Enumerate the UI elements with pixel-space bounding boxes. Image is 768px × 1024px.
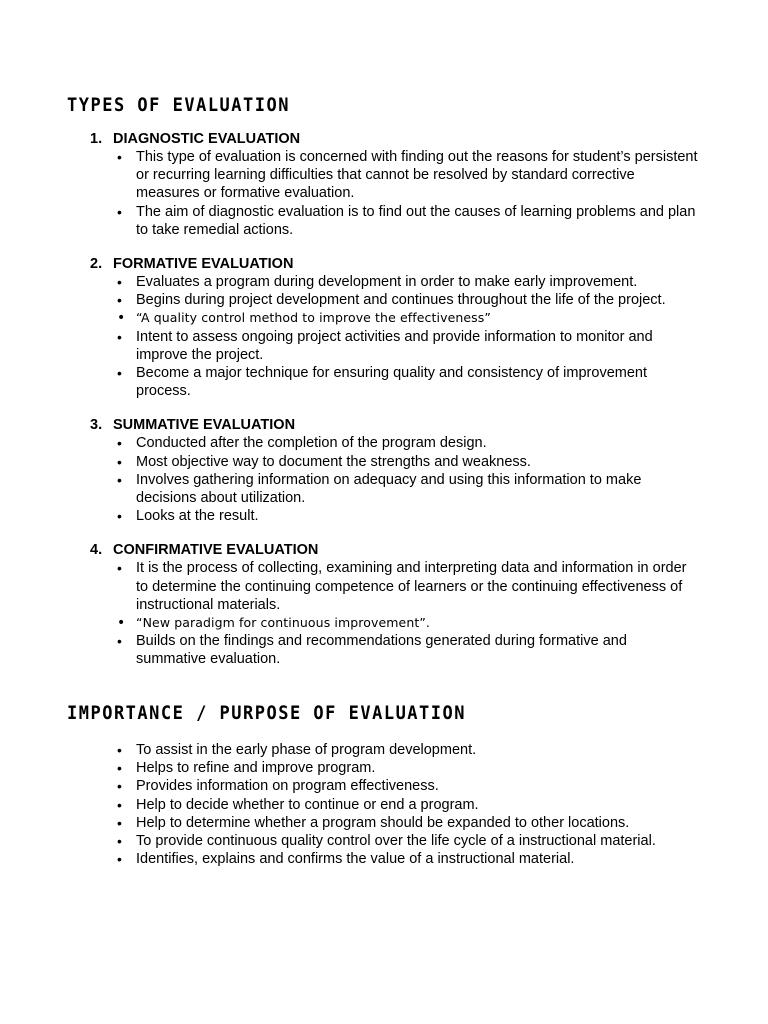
list-item: • Become a major technique for ensuring quality and consistency of improvement process. [117, 364, 700, 400]
section-number: 2. [90, 256, 103, 273]
list-item: • Builds on the findings and recommendations generated during formative and summative evaluation. [117, 632, 700, 668]
list-item: • Conducted after the completion of the program design. [117, 434, 700, 452]
list-item: • Provides information on program effectiveness. [117, 777, 727, 795]
heading-types-of-evaluation: TYPES OF EVALUATION [67, 94, 290, 117]
section-title [90, 130, 700, 148]
list-item: • To assist in the early phase of program development. [117, 741, 727, 759]
list-item: • Begins during project development and continues throughout the life of the project. [117, 291, 700, 309]
section-title [90, 541, 700, 559]
section-title-text: FORMATIVE EVALUATION [113, 256, 294, 273]
bullet-list [90, 559, 700, 668]
section-confirmative [90, 541, 700, 668]
list-item: • Helps to refine and improve program. [117, 759, 727, 777]
section-title-text: SUMMATIVE EVALUATION [113, 417, 296, 434]
list-item: • Evaluates a program during development in order to make early improvement. [117, 273, 700, 291]
list-item: • “New paradigm for continuous improvement”. [117, 614, 700, 632]
bullet-list [90, 434, 700, 525]
section-title [90, 416, 700, 434]
section-number: 1. [90, 131, 103, 147]
section-formative [90, 255, 700, 400]
heading-importance-purpose: IMPORTANCE / PURPOSE OF EVALUATION [67, 702, 466, 725]
evaluation-types-list [90, 130, 700, 685]
section-title-text: DIAGNOSTIC EVALUATION [113, 131, 301, 147]
bullet-list [90, 148, 700, 239]
section-summative [90, 416, 700, 525]
section-diagnostic [90, 130, 700, 239]
list-item: • Help to determine whether a program should be expanded to other locations. [117, 814, 727, 832]
list-item: • Intent to assess ongoing project activities and provide information to monitor and improve the project. [117, 328, 700, 364]
list-item: • Involves gathering information on adequacy and using this information to make decisions about utilization. [117, 471, 700, 507]
bullet-list [90, 273, 700, 400]
list-item: • It is the process of collecting, examining and interpreting data and information in order to determine the continuing competence of learners or the continuing effectiveness of instructional materials. [117, 559, 700, 614]
list-item: • Identifies, explains and confirms the value of a instructional material. [117, 850, 727, 868]
list-item: • Help to decide whether to continue or end a program. [117, 796, 727, 814]
list-item: • Looks at the result. [117, 507, 700, 525]
list-item: • Most objective way to document the strengths and weakness. [117, 453, 700, 471]
list-item: • This type of evaluation is concerned with finding out the reasons for student’s persistent or recurring learning difficulties that cannot be resolved by standard corrective measures or formative evaluation. [117, 148, 700, 203]
section-title-text: CONFIRMATIVE EVALUATION [113, 542, 319, 559]
section-number: 3. [90, 417, 103, 434]
purpose-list [117, 741, 727, 868]
list-item: • “A quality control method to improve the effectiveness” [117, 309, 700, 327]
list-item: • To provide continuous quality control over the life cycle of a instructional material. [117, 832, 727, 850]
section-number: 4. [90, 542, 103, 559]
section-title [90, 255, 700, 273]
list-item: • The aim of diagnostic evaluation is to find out the causes of learning problems and plan to take remedial actions. [117, 203, 700, 239]
